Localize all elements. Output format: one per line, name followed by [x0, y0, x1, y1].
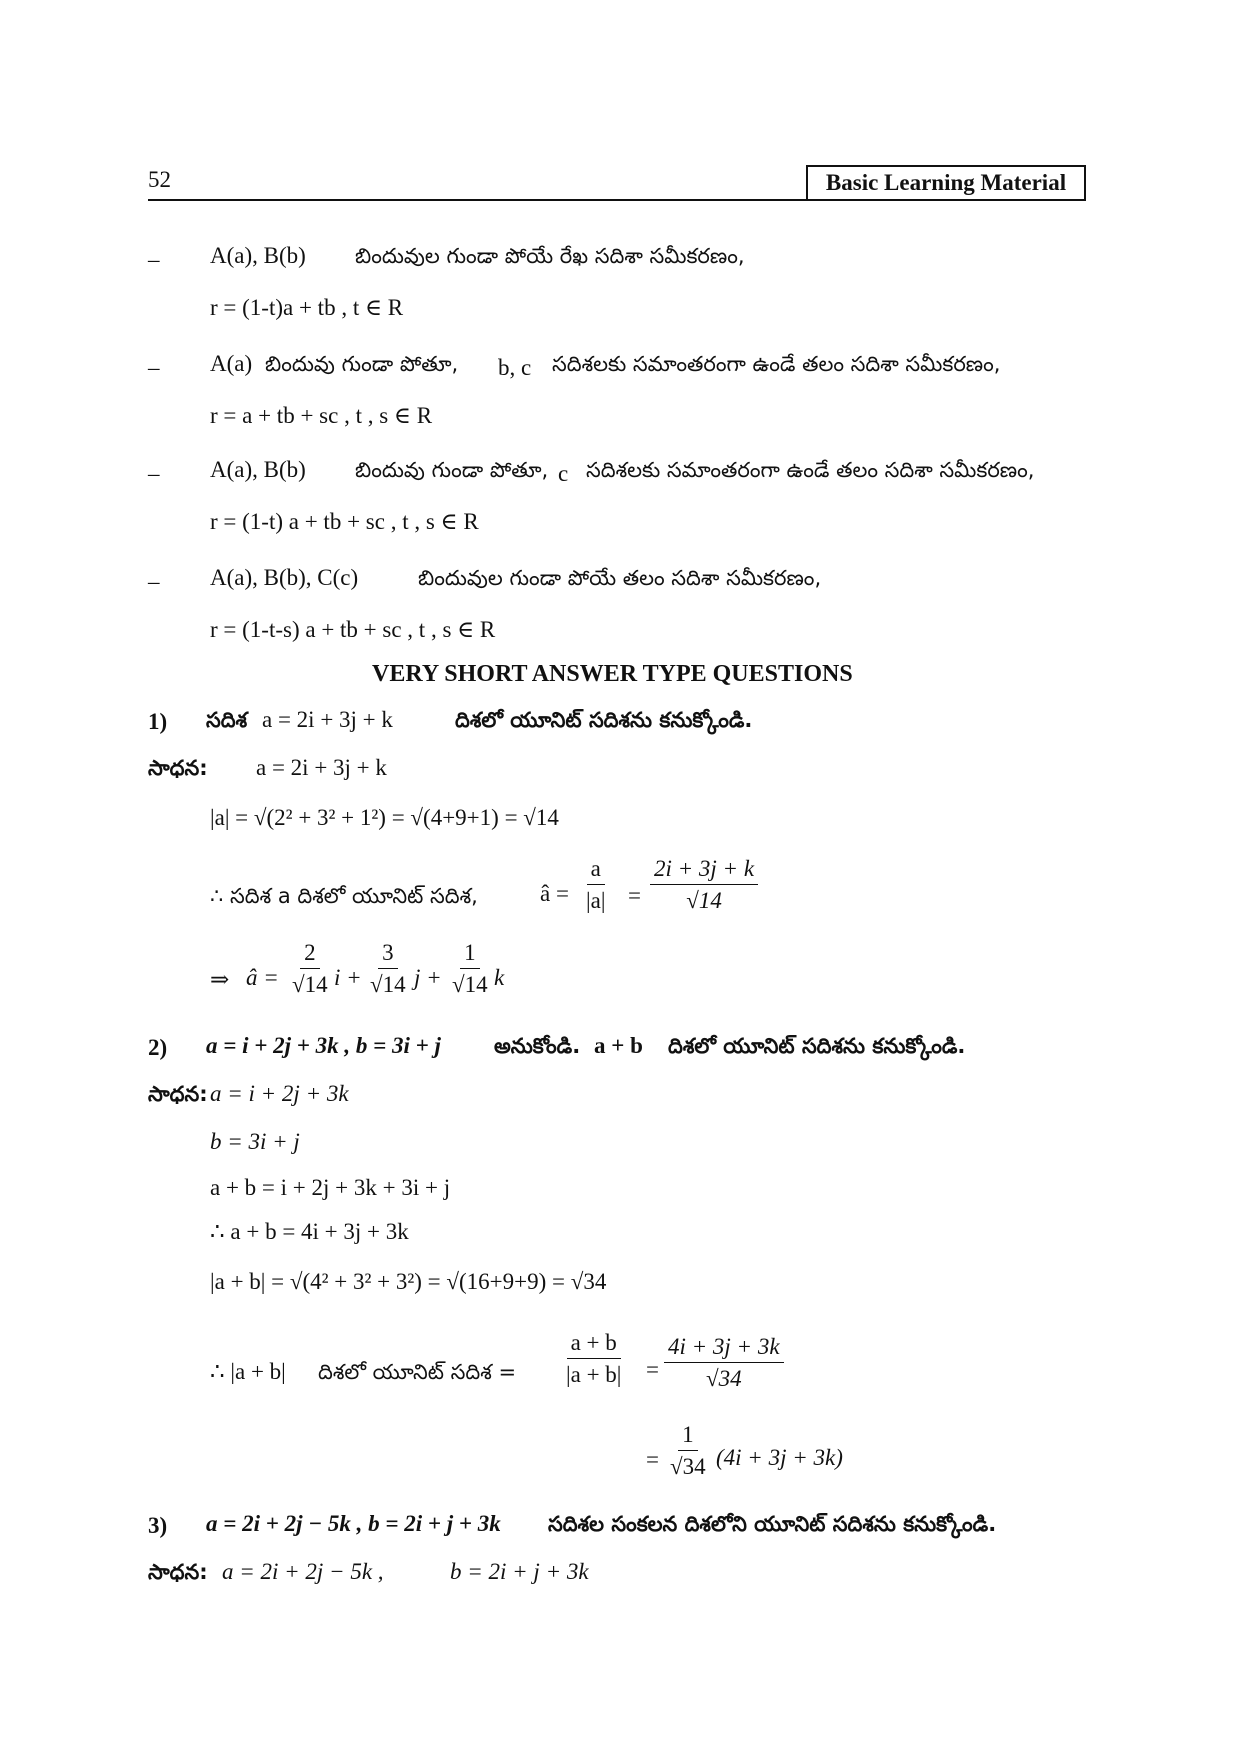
solution-line: ∴ సదిశ a దిశలో యూనిట్ సదిశ, [210, 884, 478, 908]
question-number: 2) [148, 1035, 168, 1060]
formula-vectors: c [558, 461, 569, 486]
fraction [288, 940, 332, 998]
formula-dash: – [148, 247, 160, 272]
solution-line: ∴ |a + b| [210, 1359, 286, 1384]
fraction-denominator: √34 [670, 1454, 706, 1480]
question-text: దిశలో యూనిట్ సదిశను కనుక్కోండి. [668, 1034, 966, 1058]
formula-equation: r = a + tb + sc , t , s ∈ R [210, 403, 433, 428]
solution-text: దిశలో యూనిట్ సదిశ = [318, 1360, 517, 1384]
unit-term: j + [414, 965, 442, 990]
question-number: 3) [148, 1513, 168, 1538]
fraction-numerator: 2i + 3j + k [650, 856, 758, 885]
fraction-numerator: 1 [460, 940, 480, 969]
solution-line: |a + b| = √(4² + 3² + 3²) = √(16+9+9) = √34 [210, 1269, 607, 1294]
fraction [366, 940, 410, 998]
fraction-denominator: |a| [586, 888, 606, 914]
fraction-numerator: a + b [567, 1330, 621, 1359]
equals: = [646, 1357, 659, 1382]
solution-line: ∴ a + b = 4i + 3j + 3k [210, 1219, 409, 1244]
formula-statement: బిందువు గుండా పోతూ, [265, 352, 459, 376]
formula-equation: r = (1-t-s) a + tb + sc , t , s ∈ R [210, 617, 496, 642]
question-math: a = 2i + 2j − 5k , b = 2i + j + 3k [206, 1511, 501, 1536]
formula-points: A(a) [210, 351, 253, 376]
formula-vectors: b, c [498, 355, 532, 380]
solution-line: a = 2i + 3j + k [256, 755, 387, 780]
formula-equation: r = (1-t)a + tb , t ∈ R [210, 295, 404, 320]
solution-lhs: â = [246, 965, 279, 990]
formula-statement-cont: సదిశలకు సమాంతరంగా ఉండే తలం సదిశా సమీకరణం, [552, 352, 1001, 376]
question-math: a = 2i + 3j + k [262, 707, 393, 732]
formula-points: A(a), B(b) [210, 457, 306, 482]
fraction-denominator: √14 [452, 972, 488, 998]
fraction [666, 1422, 710, 1480]
formula-statement: బిందువుల గుండా పోయే తలం సదిశా సమీకరణం, [418, 566, 822, 590]
solution-label: సాధన: [148, 756, 208, 780]
solution-line: a = i + 2j + 3k [210, 1081, 349, 1106]
formula-points: A(a), B(b), C(c) [210, 565, 359, 590]
implies-arrow: ⇒ [210, 967, 230, 992]
solution-label: సాధన: [148, 1082, 208, 1106]
fraction-numerator: 3 [378, 940, 398, 969]
question-math: a = i + 2j + 3k , b = 3i + j [206, 1033, 441, 1058]
formula-points: A(a), B(b) [210, 243, 306, 268]
fraction-numerator: 2 [300, 940, 320, 969]
section-heading: VERY SHORT ANSWER TYPE QUESTIONS [372, 661, 853, 687]
book-title: Basic Learning Material [806, 165, 1086, 201]
fraction-denominator: √14 [686, 888, 722, 914]
fraction [448, 940, 492, 998]
solution-line: b = 2i + j + 3k [450, 1559, 589, 1584]
formula-dash: – [148, 461, 160, 486]
fraction-denominator: √34 [705, 1366, 742, 1392]
question-prefix: సదిశ [206, 708, 248, 732]
fraction [562, 1330, 625, 1388]
question-text: దిశలో యూనిట్ సదిశను కనుక్కోండి. [455, 708, 753, 732]
unit-term: i + [334, 965, 362, 990]
solution-line: a + b = i + 2j + 3k + 3i + j [210, 1175, 451, 1200]
question-text: సదిశల సంకలన దిశలోని యూనిట్ సదిశను కనుక్కోండి. [548, 1512, 997, 1536]
unit-term: k [494, 965, 505, 990]
solution-line: (4i + 3j + 3k) [716, 1445, 843, 1470]
fraction-numerator: 1 [678, 1422, 698, 1451]
fraction [650, 856, 758, 914]
header-rule [148, 199, 1086, 201]
fraction-denominator: √14 [292, 972, 328, 998]
formula-dash: – [148, 569, 160, 594]
fraction-numerator: a [587, 856, 605, 885]
fraction [664, 1334, 784, 1392]
solution-lhs: â = [540, 881, 569, 906]
formula-statement: బిందువుల గుండా పోయే రేఖ సదిశా సమీకరణం, [355, 244, 745, 268]
equals: = [628, 883, 641, 908]
fraction-denominator: √14 [370, 972, 406, 998]
question-text: అనుకోండి. [494, 1034, 581, 1058]
fraction [582, 856, 609, 914]
formula-statement-cont: సదిశలకు సమాంతరంగా ఉండే తలం సదిశా సమీకరణం, [586, 458, 1035, 482]
page-number: 52 [148, 167, 171, 192]
formula-dash: – [148, 355, 160, 380]
question-number: 1) [148, 709, 168, 734]
solution-line: b = 3i + j [210, 1129, 300, 1154]
solution-line: a = 2i + 2j − 5k , [222, 1559, 384, 1584]
question-math: a + b [594, 1033, 643, 1058]
formula-statement: బిందువు గుండా పోతూ, [355, 458, 549, 482]
equals: = [646, 1447, 659, 1472]
solution-line: |a| = √(2² + 3² + 1²) = √(4+9+1) = √14 [210, 805, 559, 830]
solution-label: సాధన: [148, 1560, 208, 1584]
fraction-numerator: 4i + 3j + 3k [664, 1334, 784, 1363]
fraction-denominator: |a + b| [566, 1362, 622, 1388]
formula-equation: r = (1-t) a + tb + sc , t , s ∈ R [210, 509, 479, 534]
